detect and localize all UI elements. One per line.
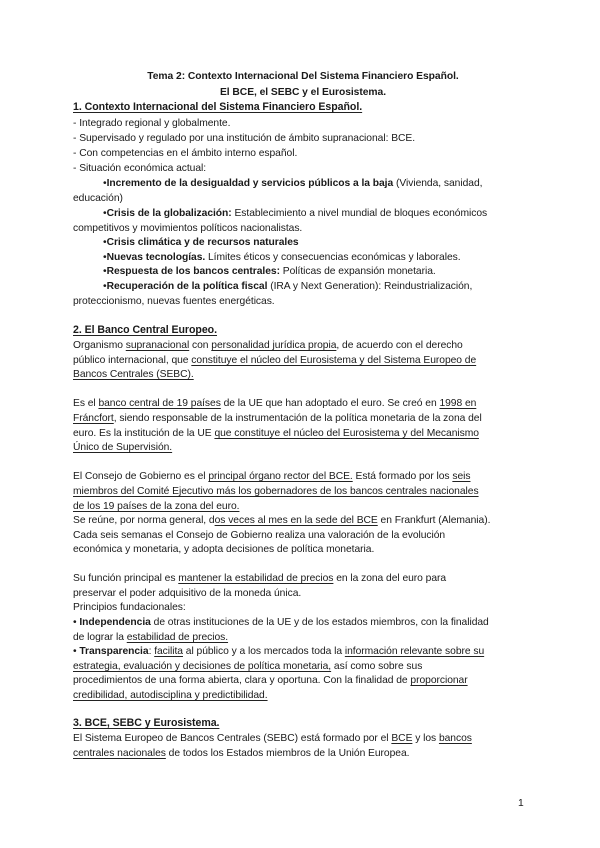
s2-p4-line3: Principios fundacionales: bbox=[73, 602, 186, 613]
s2-p3-line3: de los 19 países de la zona del euro. bbox=[73, 501, 240, 512]
s2-p2-line3: euro. Es la institución de la UE que constituye el núcleo del Eurosistema y del Mecanismo bbox=[73, 428, 479, 439]
s2-p1-line3: Bancos Centrales (SEBC). bbox=[73, 369, 194, 380]
bullet-glyph: • bbox=[103, 252, 107, 263]
s1-bullet-4: •Nuevas tecnologías. Límites éticos y consecuencias económicas y laborales. bbox=[103, 252, 461, 263]
s2-p2-line1: Es el banco central de 19 países de la UE que han adoptado el euro. Se creó en 1998 en bbox=[73, 398, 477, 409]
s2-p1-line2: público internacional, que constituye el núcleo del Eurosistema y del Sistema Europeo de bbox=[73, 355, 477, 366]
bullet-glyph: • bbox=[103, 178, 107, 189]
section-1-heading: 1. Contexto Internacional del Sistema Financiero Español. bbox=[73, 101, 363, 113]
s2-principle-1: • Independencia de otras instituciones de la UE y de los estados miembros, con la finalidad bbox=[73, 617, 489, 628]
s1-item-4: - Situación económica actual: bbox=[73, 163, 207, 174]
bullet-glyph: • bbox=[73, 646, 77, 657]
s2-principle-2-cont3: credibilidad, autodisciplina y predictibilidad. bbox=[73, 690, 268, 701]
bullet-glyph: • bbox=[103, 266, 107, 277]
s3-line2: centrales nacionales de todos los Estados miembros de la Unión Europea. bbox=[73, 748, 410, 759]
s1-bullet-5: •Respuesta de los bancos centrales: Políticas de expansión monetaria. bbox=[103, 266, 436, 277]
s2-principle-2: • Transparencia: facilita al público y a los mercados toda la información relevante sobre su bbox=[73, 646, 485, 657]
s1-bullet-6-cont: proteccionismo, nuevas fuentes energéticas. bbox=[73, 296, 275, 307]
s2-p2-line4: Único de Supervisión. bbox=[73, 442, 173, 453]
section-3-heading: 3. BCE, SEBC y Eurosistema. bbox=[73, 717, 220, 729]
s2-p4-line1: Su función principal es mantener la estabilidad de precios en la zona del euro para bbox=[73, 573, 447, 584]
bullet-glyph: • bbox=[103, 237, 107, 248]
bullet-glyph: • bbox=[103, 208, 107, 219]
s2-p1-line1: Organismo supranacional con personalidad jurídica propia, de acuerdo con el derecho bbox=[73, 340, 463, 351]
s2-p4-line2: preservar el poder adquisitivo de la moneda única. bbox=[73, 588, 302, 599]
s3-line1: El Sistema Europeo de Bancos Centrales (SEBC) está formado por el BCE y los bancos bbox=[73, 733, 472, 744]
s1-bullet-2-cont: competitivos y movimientos políticos nacionalistas. bbox=[73, 223, 303, 234]
s2-p2-line2: Fráncfort, siendo responsable de la instrumentación de la política monetaria de la zona del bbox=[73, 413, 482, 424]
s1-bullet-3: •Crisis climática y de recursos naturales bbox=[103, 237, 299, 248]
s1-item-3: - Con competencias en el ámbito interno español. bbox=[73, 148, 298, 159]
doc-title-line1: Tema 2: Contexto Internacional Del Sistema Financiero Español. bbox=[147, 71, 459, 82]
s2-p3-line5: Cada seis semanas el Consejo de Gobierno realiza una valoración de la evolución bbox=[73, 530, 446, 541]
s2-principle-2-cont2: procedimientos de una forma abierta, clara y oportuna. Con la finalidad de proporcionar bbox=[73, 675, 468, 686]
bullet-glyph: • bbox=[73, 617, 77, 628]
section-2-heading: 2. El Banco Central Europeo. bbox=[73, 324, 218, 336]
s2-p3-line1: El Consejo de Gobierno es el principal órgano rector del BCE. Está formado por los seis bbox=[73, 471, 471, 482]
s2-p3-line6: económica y monetaria, y adopta decisiones de política monetaria. bbox=[73, 544, 375, 555]
s1-bullet-2: •Crisis de la globalización: Establecimiento a nivel mundial de bloques económicos bbox=[103, 208, 488, 219]
page-number: 1 bbox=[518, 798, 524, 809]
s1-item-2: - Supervisado y regulado por una institución de ámbito supranacional: BCE. bbox=[73, 133, 416, 144]
s1-bullet-6: •Recuperación de la política fiscal (IRA y Next Generation): Reindustrialización, bbox=[103, 281, 473, 292]
s2-principle-1-cont: de lograr la estabilidad de precios. bbox=[73, 632, 229, 643]
doc-title-line2: El BCE, el SEBC y el Eurosistema. bbox=[219, 87, 387, 98]
s1-item-1: - Integrado regional y globalmente. bbox=[73, 118, 231, 129]
s2-principle-2-cont1: estrategia, evaluación y decisiones de política monetaria, así como sobre sus bbox=[73, 661, 423, 672]
s2-p3-line2: miembros del Comité Ejecutivo más los gobernadores de los bancos centrales nacionales bbox=[73, 486, 479, 497]
s1-bullet-1: •Incremento de la desigualdad y servicios públicos a la baja (Vivienda, sanidad, bbox=[103, 178, 483, 189]
bullet-glyph: • bbox=[103, 281, 107, 292]
s1-bullet-1-cont: educación) bbox=[73, 193, 123, 204]
s2-p3-line4: Se reúne, por norma general, dos veces al mes en la sede del BCE en Frankfurt (Alemania). bbox=[73, 515, 491, 526]
